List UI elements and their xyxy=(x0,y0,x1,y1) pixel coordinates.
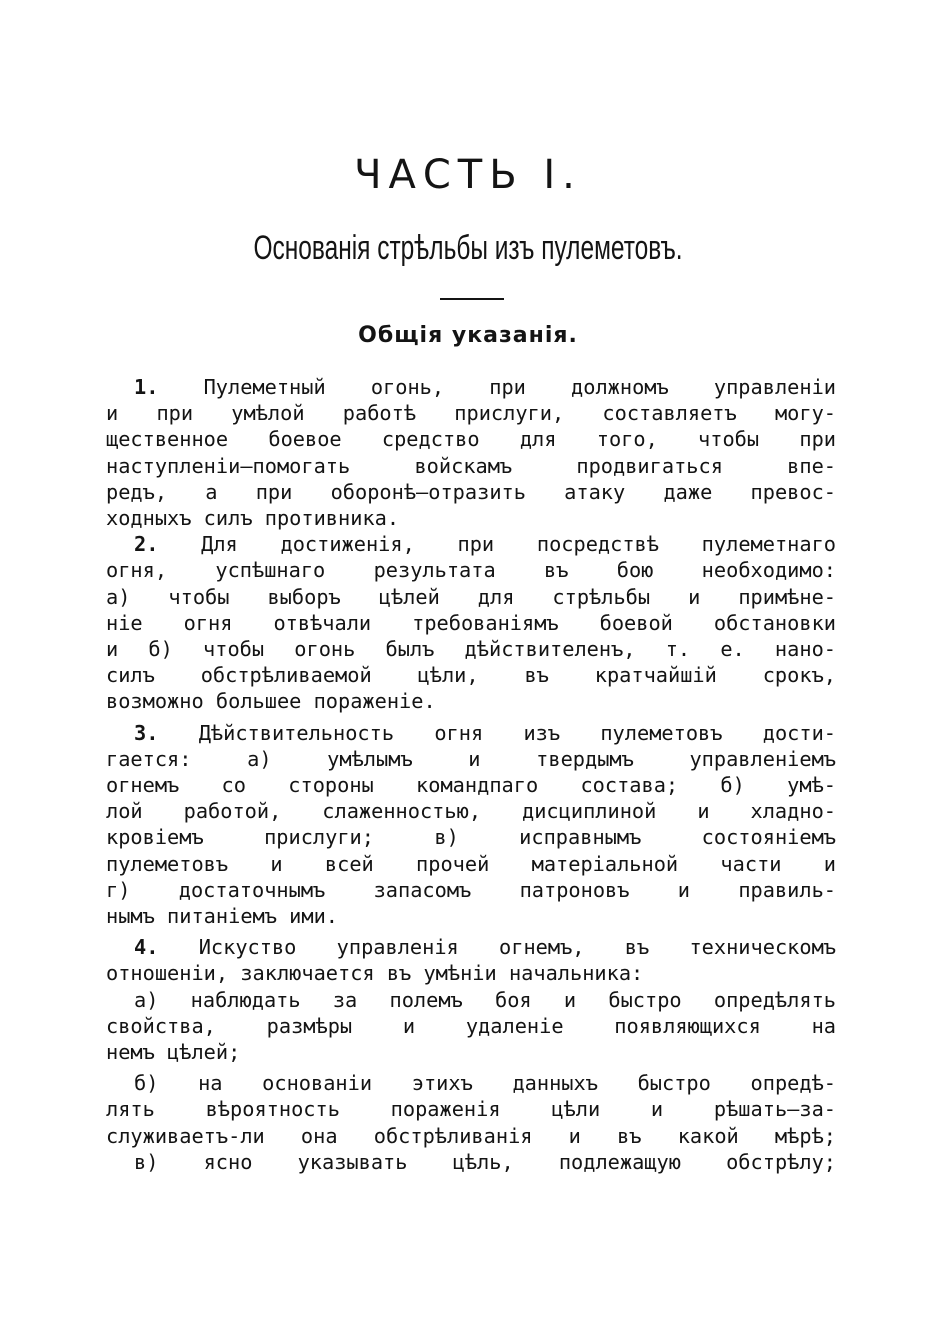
section-title: Основанія стрѣльбы изъ пулеметовъ. xyxy=(253,229,683,267)
paragraph-number: 4. xyxy=(134,935,159,960)
list-item-line: в) ясно указывать цѣль, подлежащую обстрѣлу; xyxy=(134,1149,836,1174)
paragraph-line: огнемъ со стороны командпаго состава; б) умѣ- xyxy=(106,773,836,798)
paragraph-line: и при умѣлой работѣ прислуги, составляетъ могу- xyxy=(106,401,836,426)
list-item-c xyxy=(106,1149,836,1175)
list-item-line: немъ цѣлей; xyxy=(106,1040,241,1065)
list-item-a xyxy=(106,987,836,1066)
paragraph-line: 3. Дѣйствительность огня изъ пулеметовъ дости- xyxy=(134,720,836,745)
title-divider xyxy=(440,298,504,300)
part-title: ЧАСТЬ I. xyxy=(354,152,582,198)
paragraph-line: г) достаточнымъ запасомъ патроновъ и правиль- xyxy=(106,877,836,902)
paragraph-line: огня, успѣшнаго результата въ бою необходимо: xyxy=(106,558,836,583)
paragraph-line: возможно большее пораженіе. xyxy=(106,689,436,714)
list-item-line: свойства, размѣры и удаленіе появляющихся на xyxy=(106,1013,836,1038)
paragraph-line: 2. Для достиженія, при посредствѣ пулеметнаго xyxy=(134,532,836,557)
list-item-b xyxy=(106,1070,836,1149)
paragraph-1 xyxy=(106,374,836,531)
paragraph-2 xyxy=(106,531,836,714)
paragraph-line: 1. Пулеметный огонь, при должномъ управленіи xyxy=(134,375,836,399)
paragraph-line: силъ обстрѣливаемой цѣли, въ кратчайшій срокъ, xyxy=(106,663,836,688)
subheading: Общія указанія. xyxy=(358,323,578,348)
paragraph-number: 2. xyxy=(134,532,159,557)
paragraph-line: отношеніи, заключается въ умѣніи начальника: xyxy=(106,961,644,986)
paragraph-number: 3. xyxy=(134,720,159,745)
paragraph-line: щественное боевое средство для того, чтобы при xyxy=(106,427,836,452)
paragraph-line: ніе огня отвѣчали требованіямъ боевой обстановки xyxy=(106,610,836,635)
paragraph-line: нымъ питаніемъ ими. xyxy=(106,904,338,929)
list-item-line: б) на основаніи этихъ данныхъ быстро опредѣ- xyxy=(134,1071,836,1096)
paragraph-line: гается: а) умѣлымъ и твердымъ управленіемъ xyxy=(106,746,836,771)
paragraph-3 xyxy=(106,720,836,930)
paragraph-line: ходныхъ силъ противника. xyxy=(106,506,400,531)
list-item-line: а) наблюдать за полемъ боя и быстро опредѣлять xyxy=(134,987,836,1012)
paragraph-line: пулеметовъ и всей прочей матеріальной части и xyxy=(106,851,836,876)
paragraph-number: 1. xyxy=(134,375,159,399)
list-item-line: служиваетъ-ли она обстрѣливанія и въ какой мѣрѣ; xyxy=(106,1123,836,1148)
paragraph-line: кровіемъ прислуги; в) исправнымъ состояніемъ xyxy=(106,825,836,850)
paragraph-line: редъ, а при оборонѣ—отразить атаку даже превос- xyxy=(106,479,836,504)
paragraph-4 xyxy=(106,934,836,986)
paragraph-line: и б) чтобы огонь былъ дѣйствителенъ, т. е. нано- xyxy=(106,637,836,662)
paragraph-line: 4. Искуство управленія огнемъ, въ техническомъ xyxy=(134,935,836,960)
body-text xyxy=(106,374,836,1175)
paragraph-line: наступленіи—помогать войскамъ продвигаться впе- xyxy=(106,453,836,478)
paragraph-line: а) чтобы выборъ цѣлей для стрѣльбы и примѣне- xyxy=(106,584,836,609)
list-item-line: лять вѣроятность пораженія цѣли и рѣшать—за- xyxy=(106,1097,836,1122)
paragraph-line: лой работой, слаженностью, дисциплиной и хладно- xyxy=(106,799,836,824)
